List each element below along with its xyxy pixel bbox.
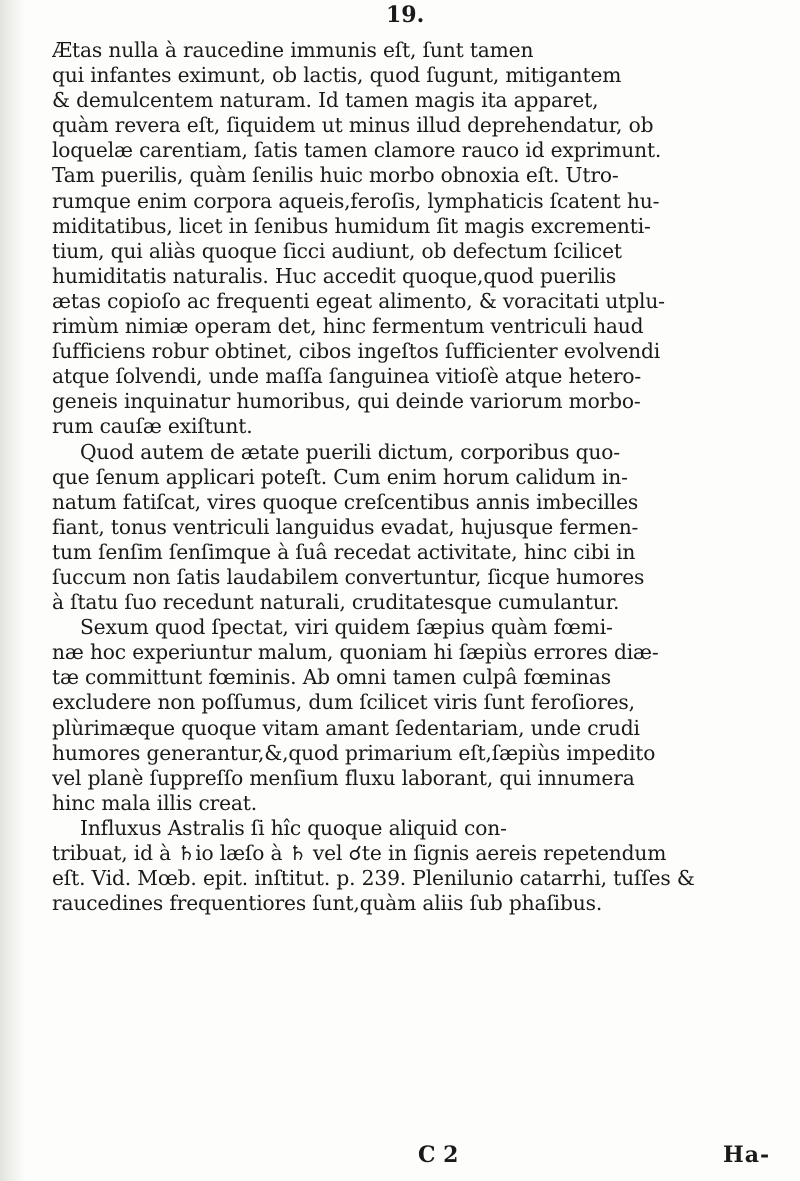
text-line: eſt. Vid. Mœb. epit. inſtitut. p. 239. Plenilunio catarrhi, tuſſes &	[52, 866, 695, 891]
catchword: Ha-	[723, 1142, 771, 1168]
text-line: Influxus Astralis ſi hîc quoque aliquid con-	[80, 815, 507, 840]
text-line: Sexum quod ſpectat, viri quidem ſæpius quàm fœmi-	[80, 615, 613, 640]
text-line: loquelæ carentiam, ſatis tamen clamore rauco id exprimunt.	[52, 138, 662, 163]
text-line: humores generantur,&,quod primarium eſt,ſæpiùs impedito	[52, 740, 656, 765]
text-line: næ hoc experiuntur malum, quoniam hi ſæpiùs errores diæ-	[52, 640, 659, 665]
body-text	[52, 38, 794, 916]
text-line: rum cauſæ exiſtunt.	[52, 414, 253, 439]
text-line: rumque enim corpora aqueis,feroſis, lymphaticis ſcatent hu-	[52, 188, 660, 213]
text-line: Tam puerilis, quàm ſenilis huic morbo obnoxia eſt. Utro-	[52, 163, 619, 188]
text-line: humiditatis naturalis. Huc accedit quoque,quod puerilis	[52, 263, 617, 288]
text-line: vel planè ſuppreſſo menſium fluxu laborant, qui innumera	[52, 765, 635, 790]
page-number: 19.	[386, 2, 425, 28]
text-line: ſufficiens robur obtinet, cibos ingeſtos ſufficienter evolvendi	[52, 339, 661, 364]
page-gutter-shadow	[0, 0, 26, 1181]
text-line: tium, qui aliàs quoque ſicci audiunt, ob defectum ſcilicet	[52, 238, 622, 263]
text-line: ætas copioſo ac frequenti egeat alimento, & voracitati utplu-	[52, 288, 665, 313]
signature-mark: C 2	[418, 1142, 459, 1168]
text-line: hinc mala illis creat.	[52, 790, 258, 815]
text-line: rimùm nimiæ operam det, hinc fermentum ventriculi haud	[52, 314, 644, 339]
text-line: à ſtatu ſuo recedunt naturali, cruditatesque cumulantur.	[52, 590, 620, 615]
text-line: natum fatiſcat, vires quoque creſcentibus annis imbecilles	[52, 489, 639, 514]
text-line: tum ſenſim ſenſimque à ſuâ recedat activitate, hinc cibi in	[52, 539, 636, 564]
page-footer	[418, 1142, 798, 1170]
text-line: plùrimæque quoque vitam amant ſedentariam, unde crudi	[52, 715, 640, 740]
text-line: miditatibus, licet in ſenibus humidum ſit magis excrementi-	[52, 213, 651, 238]
text-line: ſuccum non ſatis laudabilem convertuntur, ſicque humores	[52, 564, 645, 589]
text-line: raucedines frequentiores ſunt,quàm aliis ſub phaſibus.	[52, 891, 603, 916]
text-line: qui infantes eximunt, ob lactis, quod ſugunt, mitigantem	[52, 63, 622, 88]
text-line: fiant, tonus ventriculi languidus evadat, hujusque fermen-	[52, 514, 639, 539]
text-line: geneis inquinatur humoribus, qui deinde variorum morbo-	[52, 389, 641, 414]
text-line: quàm revera eſt, ſiquidem ut minus illud deprehendatur, ob	[52, 113, 654, 138]
text-line: atque ſolvendi, unde maſſa ſanguinea vitioſè atque hetero-	[52, 364, 642, 389]
text-line: excludere non poſſumus, dum ſcilicet viris ſunt feroſiores,	[52, 690, 635, 715]
text-line: tæ committunt fœminis. Ab omni tamen culpâ fœminas	[52, 665, 611, 690]
text-line: Quod autem de ætate puerili dictum, corporibus quo-	[80, 439, 620, 464]
text-line: que ſenum applicari poteſt. Cum enim horum calidum in-	[52, 464, 628, 489]
text-line: Ætas nulla à raucedine immunis eſt, ſunt tamen	[52, 38, 534, 62]
text-line: tribuat, id à ♄io læſo à ♄ vel ☌te in ſignis aereis repetendum	[52, 841, 667, 865]
text-line: & demulcentem naturam. Id tamen magis ita apparet,	[52, 88, 599, 113]
